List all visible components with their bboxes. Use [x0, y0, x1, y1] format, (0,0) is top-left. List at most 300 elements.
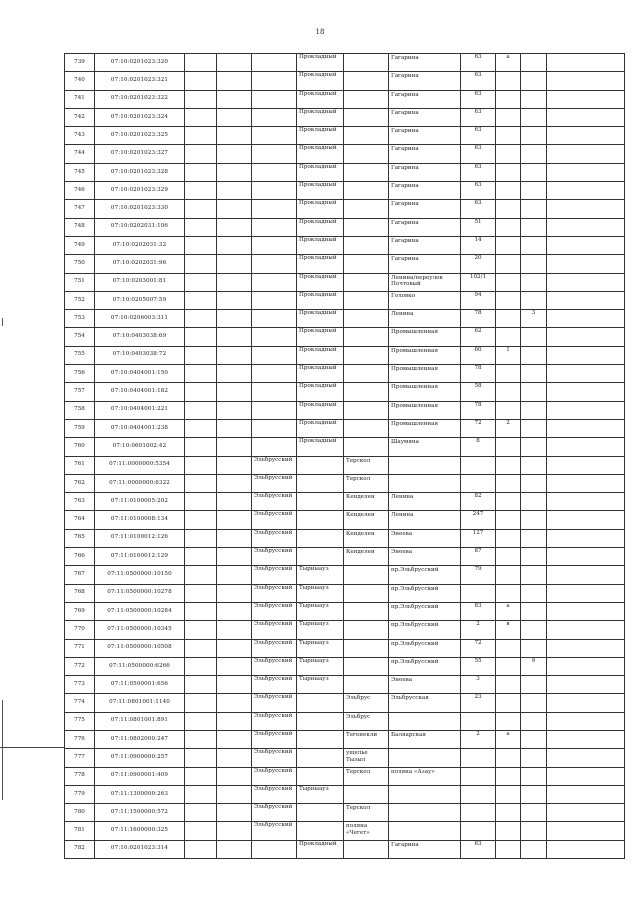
empty-cell — [547, 72, 625, 90]
apartment-cell — [521, 218, 547, 236]
empty-cell — [185, 90, 217, 108]
building-cell — [496, 840, 521, 858]
house-number-cell: 78 — [461, 310, 496, 328]
building-cell — [496, 273, 521, 291]
empty-cell — [547, 255, 625, 273]
apartment-cell — [521, 182, 547, 200]
empty-cell — [547, 822, 625, 840]
settlement-cell: поляна «Чегет» — [344, 822, 389, 840]
row-number: 762 — [65, 474, 95, 492]
locality-cell: Прокладный — [297, 145, 344, 163]
district-cell: Эльбрусский — [252, 602, 297, 620]
house-number-cell: 63 — [461, 72, 496, 90]
house-number-cell: 63 — [461, 90, 496, 108]
empty-cell — [185, 383, 217, 401]
street-cell: пр.Эльбрусский — [389, 584, 461, 602]
house-number-cell: 63 — [461, 163, 496, 181]
street-cell: Баляарская — [389, 730, 461, 748]
row-number: 760 — [65, 438, 95, 456]
empty-cell — [217, 840, 252, 858]
building-cell — [496, 749, 521, 767]
apartment-cell — [521, 346, 547, 364]
street-cell: Гагарина — [389, 72, 461, 90]
row-number: 761 — [65, 456, 95, 474]
district-cell — [252, 273, 297, 291]
building-cell — [496, 822, 521, 840]
empty-cell — [217, 676, 252, 694]
apartment-cell — [521, 72, 547, 90]
apartment-cell — [521, 474, 547, 492]
locality-cell: Прокладный — [297, 90, 344, 108]
empty-cell — [547, 712, 625, 730]
cadastral-number: 07:11:0500000:10150 — [95, 566, 185, 584]
settlement-cell — [344, 346, 389, 364]
district-cell — [252, 163, 297, 181]
apartment-cell — [521, 621, 547, 639]
locality-cell — [297, 767, 344, 785]
table-row — [65, 365, 625, 383]
settlement-cell — [344, 145, 389, 163]
apartment-cell — [521, 511, 547, 529]
cadastral-number: 07:10:0201023:320 — [95, 54, 185, 72]
settlement-cell — [344, 657, 389, 675]
house-number-cell: 78 — [461, 401, 496, 419]
building-cell — [496, 639, 521, 657]
empty-cell — [217, 365, 252, 383]
settlement-cell — [344, 218, 389, 236]
apartment-cell — [521, 676, 547, 694]
building-cell — [496, 511, 521, 529]
building-cell: 2 — [496, 419, 521, 437]
cadastral-number: 07:10:0202031:106 — [95, 218, 185, 236]
street-cell: Гагарина — [389, 108, 461, 126]
empty-cell — [217, 127, 252, 145]
cadastral-number: 07:10:0201023:329 — [95, 182, 185, 200]
settlement-cell: Терскол — [344, 804, 389, 822]
empty-cell — [547, 767, 625, 785]
locality-cell — [297, 529, 344, 547]
building-cell — [496, 163, 521, 181]
locality-cell — [297, 712, 344, 730]
table-row — [65, 401, 625, 419]
building-cell — [496, 493, 521, 511]
house-number-cell — [461, 474, 496, 492]
building-cell — [496, 145, 521, 163]
settlement-cell — [344, 383, 389, 401]
apartment-cell: 9 — [521, 657, 547, 675]
empty-cell — [217, 291, 252, 309]
empty-cell — [547, 145, 625, 163]
street-cell: Гагарина — [389, 127, 461, 145]
table-row — [65, 639, 625, 657]
empty-cell — [547, 548, 625, 566]
settlement-cell — [344, 676, 389, 694]
cadastral-number: 07:10:0201023:314 — [95, 840, 185, 858]
scan-stroke — [0, 747, 64, 748]
row-number: 781 — [65, 822, 95, 840]
locality-cell: Тырныауз — [297, 621, 344, 639]
district-cell: Эльбрусский — [252, 493, 297, 511]
table-row — [65, 785, 625, 803]
row-number: 741 — [65, 90, 95, 108]
building-cell: а — [496, 54, 521, 72]
house-number-cell: 247 — [461, 511, 496, 529]
empty-cell — [185, 328, 217, 346]
empty-cell — [217, 767, 252, 785]
cadastral-number: 07:10:0203001:81 — [95, 273, 185, 291]
apartment-cell — [521, 840, 547, 858]
locality-cell — [297, 730, 344, 748]
cadastral-number: 07:10:0404001:238 — [95, 419, 185, 437]
locality-cell: Прокладный — [297, 310, 344, 328]
district-cell: Эльбрусский — [252, 511, 297, 529]
empty-cell — [547, 419, 625, 437]
locality-cell: Тырныауз — [297, 566, 344, 584]
empty-cell — [547, 694, 625, 712]
street-cell: Ленина — [389, 310, 461, 328]
district-cell: Эльбрусский — [252, 584, 297, 602]
street-cell: Промышленная — [389, 383, 461, 401]
empty-cell — [217, 419, 252, 437]
empty-cell — [547, 804, 625, 822]
cadastral-number: 07:10:0206003:311 — [95, 310, 185, 328]
settlement-cell — [344, 255, 389, 273]
empty-cell — [185, 236, 217, 254]
cadastral-number: 07:11:0500000:6266 — [95, 657, 185, 675]
district-cell: Эльбрусский — [252, 621, 297, 639]
empty-cell — [185, 456, 217, 474]
building-cell — [496, 529, 521, 547]
empty-cell — [185, 419, 217, 437]
table-row — [65, 456, 625, 474]
table-row — [65, 767, 625, 785]
street-cell — [389, 804, 461, 822]
house-number-cell: 63 — [461, 54, 496, 72]
empty-cell — [547, 54, 625, 72]
table-row — [65, 72, 625, 90]
row-number: 766 — [65, 548, 95, 566]
empty-cell — [217, 72, 252, 90]
row-number: 773 — [65, 676, 95, 694]
building-cell — [496, 236, 521, 254]
building-cell — [496, 767, 521, 785]
street-cell: Гагарина — [389, 840, 461, 858]
cadastral-number: 07:11:0801001:891 — [95, 712, 185, 730]
empty-cell — [547, 785, 625, 803]
empty-cell — [217, 548, 252, 566]
apartment-cell — [521, 456, 547, 474]
house-number-cell: 8 — [461, 438, 496, 456]
empty-cell — [217, 584, 252, 602]
cadastral-number: 07:11:0100012:129 — [95, 548, 185, 566]
empty-cell — [217, 621, 252, 639]
empty-cell — [547, 346, 625, 364]
table-row — [65, 584, 625, 602]
district-cell: Эльбрусский — [252, 676, 297, 694]
empty-cell — [185, 840, 217, 858]
empty-cell — [185, 639, 217, 657]
settlement-cell — [344, 840, 389, 858]
empty-cell — [547, 529, 625, 547]
street-cell: Шаумяна — [389, 438, 461, 456]
table-row — [65, 694, 625, 712]
locality-cell: Прокладный — [297, 365, 344, 383]
table-row — [65, 310, 625, 328]
house-number-cell: 63 — [461, 108, 496, 126]
apartment-cell — [521, 584, 547, 602]
table-row — [65, 346, 625, 364]
apartment-cell — [521, 108, 547, 126]
row-number: 747 — [65, 200, 95, 218]
row-number: 748 — [65, 218, 95, 236]
table-row — [65, 438, 625, 456]
table-row — [65, 383, 625, 401]
locality-cell — [297, 694, 344, 712]
settlement-cell: Эльбрус — [344, 712, 389, 730]
district-cell — [252, 365, 297, 383]
street-cell — [389, 822, 461, 840]
street-cell: пр.Эльбрусский — [389, 657, 461, 675]
empty-cell — [547, 639, 625, 657]
empty-cell — [185, 255, 217, 273]
row-number: 780 — [65, 804, 95, 822]
street-cell: Гагарина — [389, 54, 461, 72]
district-cell: Эльбрусский — [252, 566, 297, 584]
house-number-cell: 127 — [461, 529, 496, 547]
empty-cell — [217, 383, 252, 401]
apartment-cell — [521, 90, 547, 108]
settlement-cell — [344, 108, 389, 126]
empty-cell — [217, 730, 252, 748]
empty-cell — [217, 218, 252, 236]
apartment-cell — [521, 365, 547, 383]
row-number: 756 — [65, 365, 95, 383]
settlement-cell: Терскол — [344, 767, 389, 785]
settlement-cell — [344, 438, 389, 456]
table-row — [65, 804, 625, 822]
settlement-cell — [344, 310, 389, 328]
cadastral-number: 07:11:0900000:257 — [95, 749, 185, 767]
empty-cell — [217, 273, 252, 291]
cadastral-number: 07:11:1600000:325 — [95, 822, 185, 840]
page-number: 18 — [315, 28, 325, 36]
cadastral-number: 07:11:0500000:10345 — [95, 621, 185, 639]
street-cell — [389, 785, 461, 803]
cadastral-number: 07:10:0205007:59 — [95, 291, 185, 309]
street-cell: пр.Эльбрусский — [389, 566, 461, 584]
street-cell: Гагарина — [389, 200, 461, 218]
house-number-cell: 78 — [461, 365, 496, 383]
empty-cell — [185, 676, 217, 694]
apartment-cell — [521, 163, 547, 181]
empty-cell — [547, 236, 625, 254]
empty-cell — [547, 310, 625, 328]
street-cell: Промышленная — [389, 328, 461, 346]
row-number: 740 — [65, 72, 95, 90]
empty-cell — [217, 54, 252, 72]
house-number-cell — [461, 767, 496, 785]
district-cell: Эльбрусский — [252, 712, 297, 730]
empty-cell — [185, 291, 217, 309]
street-cell: Энеева — [389, 529, 461, 547]
settlement-cell — [344, 328, 389, 346]
table-row — [65, 474, 625, 492]
row-number: 758 — [65, 401, 95, 419]
empty-cell — [547, 328, 625, 346]
empty-cell — [547, 383, 625, 401]
building-cell: в — [496, 621, 521, 639]
empty-cell — [217, 200, 252, 218]
row-number: 776 — [65, 730, 95, 748]
house-number-cell: 63 — [461, 145, 496, 163]
table-row — [65, 90, 625, 108]
house-number-cell: 63 — [461, 200, 496, 218]
building-cell: 1 — [496, 346, 521, 364]
empty-cell — [217, 639, 252, 657]
table-row — [65, 712, 625, 730]
settlement-cell: Терскол — [344, 456, 389, 474]
row-number: 763 — [65, 493, 95, 511]
district-cell — [252, 840, 297, 858]
empty-cell — [217, 785, 252, 803]
street-cell: Гагарина — [389, 255, 461, 273]
row-number: 739 — [65, 54, 95, 72]
row-number: 746 — [65, 182, 95, 200]
empty-cell — [185, 182, 217, 200]
table-row — [65, 529, 625, 547]
empty-cell — [185, 566, 217, 584]
street-cell: Энеева — [389, 548, 461, 566]
building-cell: а — [496, 730, 521, 748]
table-row — [65, 419, 625, 437]
locality-cell: Тырныауз — [297, 657, 344, 675]
house-number-cell — [461, 456, 496, 474]
settlement-cell — [344, 401, 389, 419]
empty-cell — [185, 54, 217, 72]
building-cell — [496, 804, 521, 822]
empty-cell — [547, 493, 625, 511]
locality-cell — [297, 822, 344, 840]
empty-cell — [185, 200, 217, 218]
empty-cell — [547, 566, 625, 584]
empty-cell — [547, 584, 625, 602]
row-number: 771 — [65, 639, 95, 657]
district-cell: Эльбрусский — [252, 804, 297, 822]
building-cell — [496, 182, 521, 200]
row-number: 744 — [65, 145, 95, 163]
empty-cell — [185, 548, 217, 566]
building-cell: а — [496, 602, 521, 620]
empty-cell — [185, 657, 217, 675]
empty-cell — [185, 749, 217, 767]
empty-cell — [185, 511, 217, 529]
locality-cell: Прокладный — [297, 273, 344, 291]
empty-cell — [547, 438, 625, 456]
empty-cell — [217, 310, 252, 328]
locality-cell: Прокладный — [297, 218, 344, 236]
empty-cell — [547, 218, 625, 236]
building-cell — [496, 676, 521, 694]
house-number-cell: 3 — [461, 676, 496, 694]
empty-cell — [217, 804, 252, 822]
apartment-cell — [521, 438, 547, 456]
row-number: 768 — [65, 584, 95, 602]
cadastral-number: 07:10:0202031:96 — [95, 255, 185, 273]
district-cell — [252, 401, 297, 419]
apartment-cell — [521, 419, 547, 437]
locality-cell: Прокладный — [297, 54, 344, 72]
row-number: 767 — [65, 566, 95, 584]
empty-cell — [217, 529, 252, 547]
apartment-cell — [521, 291, 547, 309]
empty-cell — [217, 749, 252, 767]
house-number-cell: 63 — [461, 182, 496, 200]
table-row — [65, 163, 625, 181]
settlement-cell — [344, 365, 389, 383]
empty-cell — [217, 163, 252, 181]
empty-cell — [547, 163, 625, 181]
district-cell — [252, 255, 297, 273]
settlement-cell: ущелье Тызыл — [344, 749, 389, 767]
locality-cell: Прокладный — [297, 163, 344, 181]
building-cell — [496, 548, 521, 566]
row-number: 769 — [65, 602, 95, 620]
empty-cell — [547, 676, 625, 694]
empty-cell — [217, 456, 252, 474]
district-cell: Эльбрусский — [252, 548, 297, 566]
district-cell — [252, 54, 297, 72]
empty-cell — [185, 72, 217, 90]
apartment-cell — [521, 236, 547, 254]
table-row — [65, 493, 625, 511]
cadastral-number: 07:10:0201023:321 — [95, 72, 185, 90]
house-number-cell: 87 — [461, 548, 496, 566]
apartment-cell — [521, 749, 547, 767]
apartment-cell — [521, 639, 547, 657]
empty-cell — [217, 182, 252, 200]
apartment-cell — [521, 401, 547, 419]
cadastral-number: 07:10:0404001:221 — [95, 401, 185, 419]
empty-cell — [185, 145, 217, 163]
table-row — [65, 255, 625, 273]
apartment-cell — [521, 804, 547, 822]
cadastral-number: 07:11:0100008:134 — [95, 511, 185, 529]
locality-cell: Прокладный — [297, 72, 344, 90]
district-cell — [252, 182, 297, 200]
locality-cell: Тырныауз — [297, 602, 344, 620]
empty-cell — [185, 346, 217, 364]
empty-cell — [185, 218, 217, 236]
street-cell — [389, 712, 461, 730]
cadastral-number: 07:10:0201023:330 — [95, 200, 185, 218]
apartment-cell — [521, 694, 547, 712]
locality-cell: Прокладный — [297, 401, 344, 419]
locality-cell: Тырныауз — [297, 584, 344, 602]
house-number-cell: 62 — [461, 328, 496, 346]
empty-cell — [217, 712, 252, 730]
row-number: 752 — [65, 291, 95, 309]
building-cell — [496, 694, 521, 712]
house-number-cell — [461, 822, 496, 840]
empty-cell — [217, 493, 252, 511]
empty-cell — [547, 200, 625, 218]
cadastral-number: 07:10:0404001:150 — [95, 365, 185, 383]
empty-cell — [217, 255, 252, 273]
street-cell: Промышленная — [389, 346, 461, 364]
row-number: 777 — [65, 749, 95, 767]
street-cell: Гагарина — [389, 236, 461, 254]
empty-cell — [547, 90, 625, 108]
